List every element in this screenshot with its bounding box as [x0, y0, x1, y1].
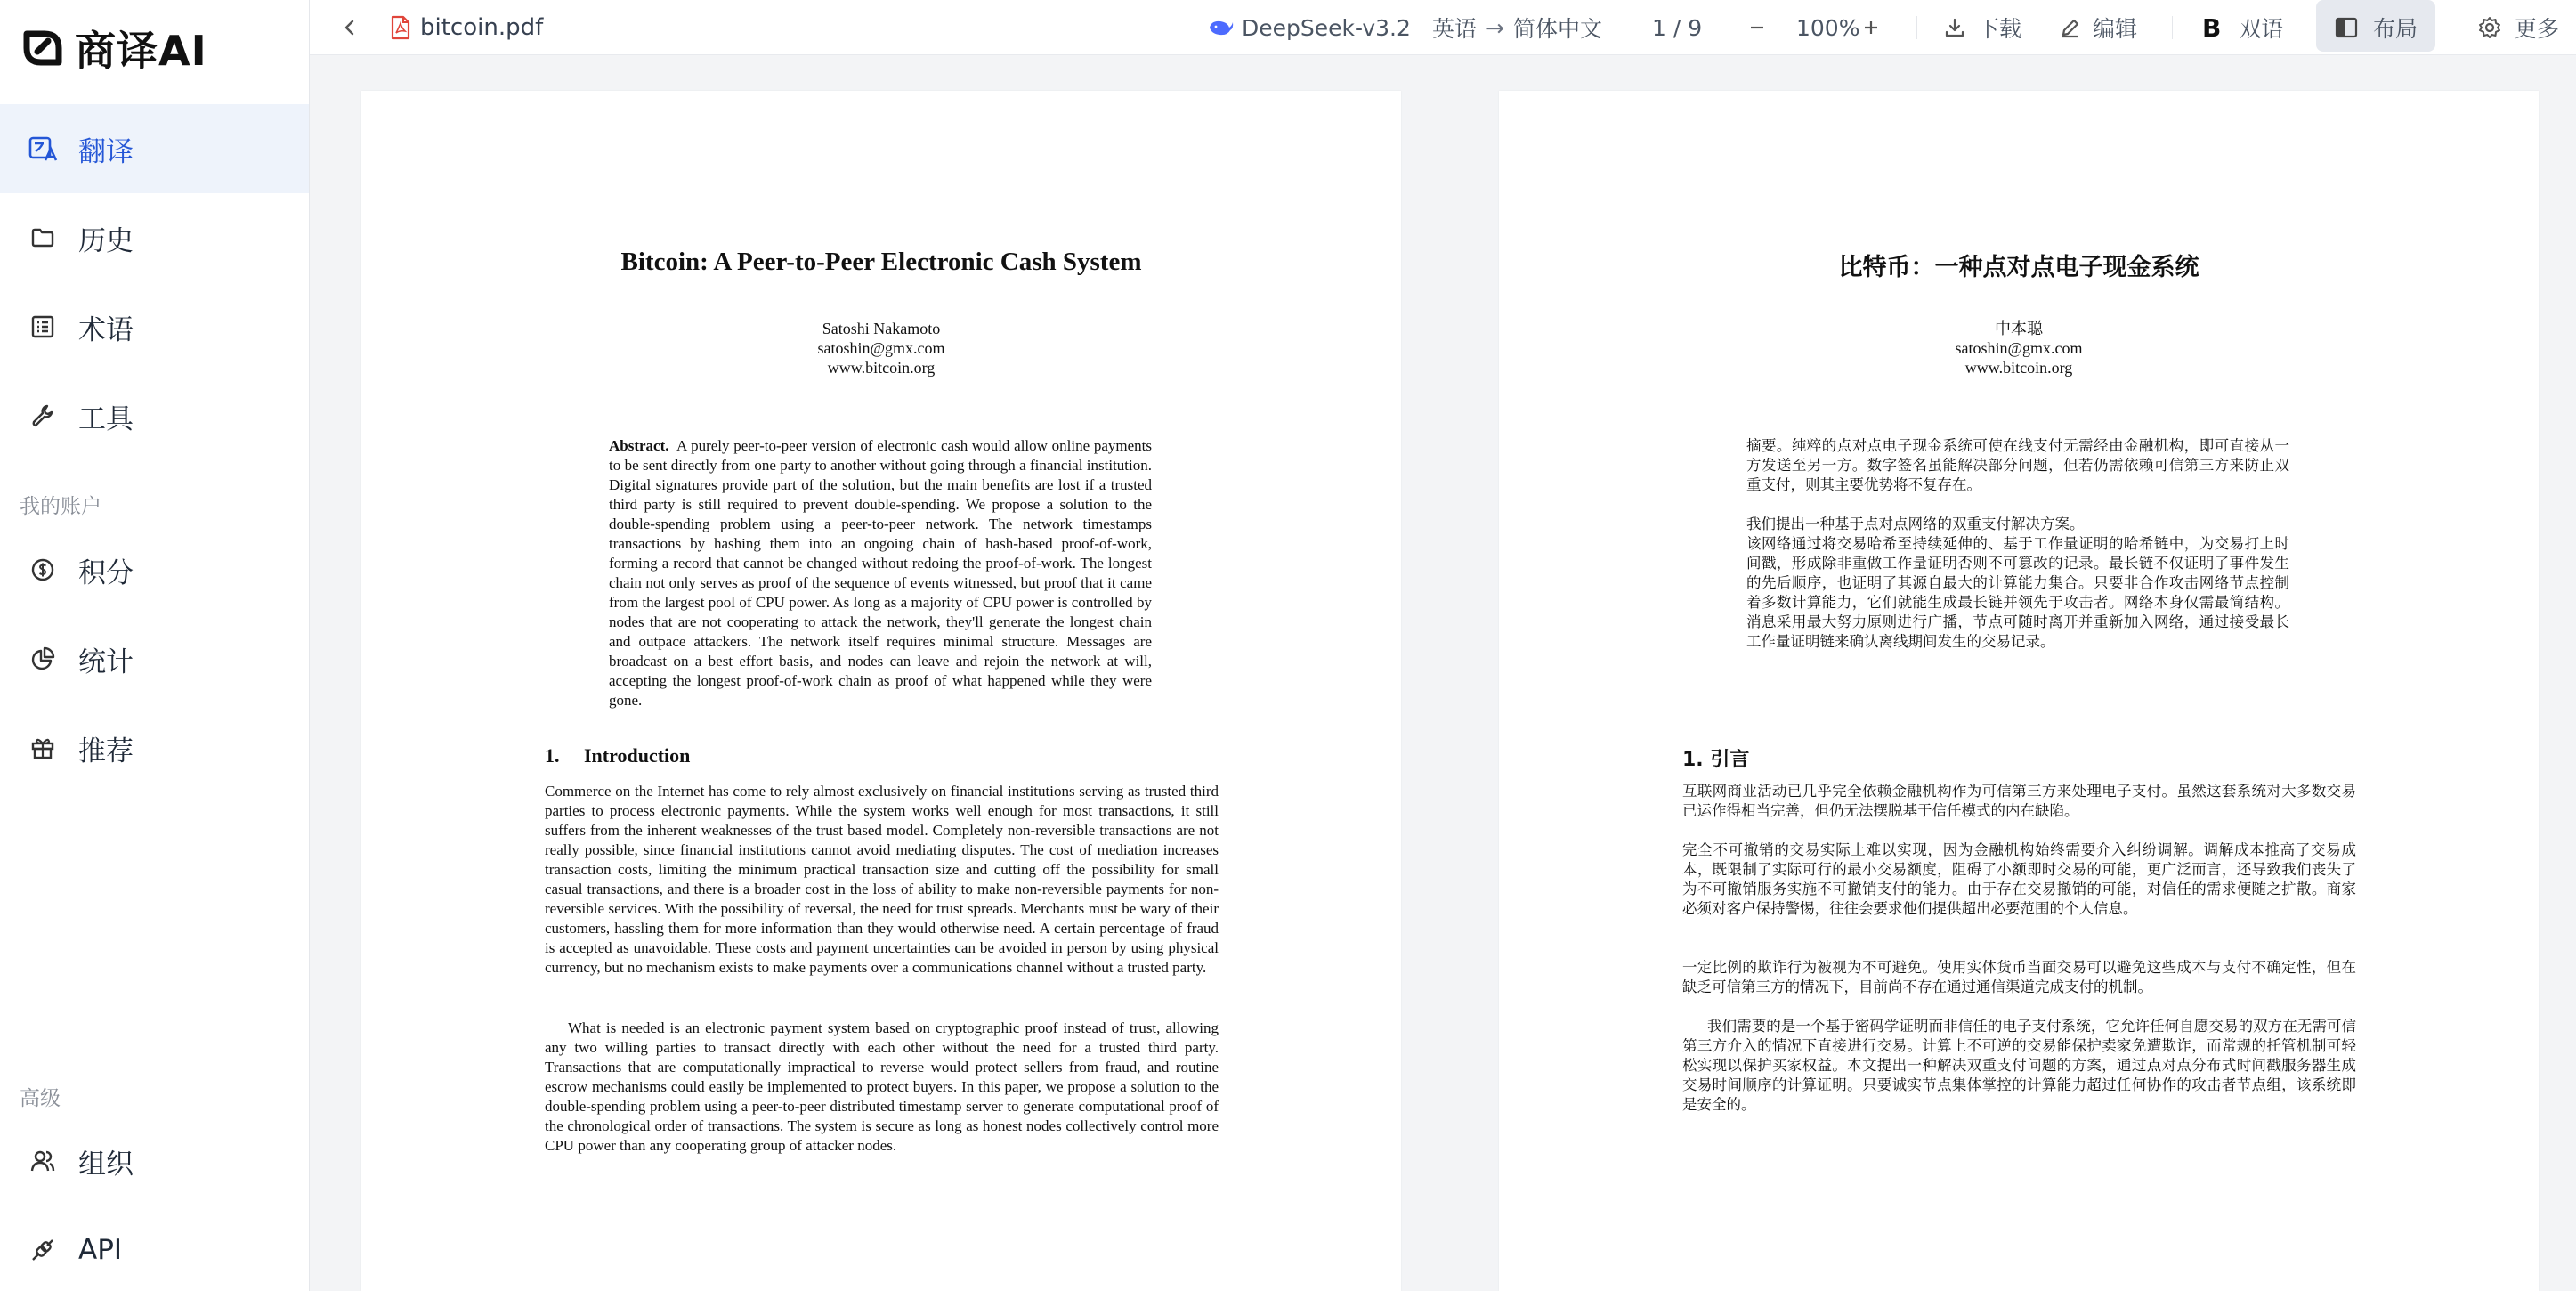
translate-icon [25, 131, 61, 166]
sidebar-item-history[interactable] [0, 193, 309, 282]
translated-email: satoshin@gmx.com [1955, 339, 2083, 357]
minus-icon [1746, 17, 1768, 38]
translated-abstract-2: 我们提出一种基于点对点网络的双重支付解决方案。 [1746, 516, 2085, 532]
section-title: Introduction [584, 744, 691, 767]
download-label: 下载 [1977, 16, 2022, 42]
sidebar-item-label: API [78, 1234, 123, 1266]
arrow-right-icon: → [1486, 14, 1504, 41]
sidebar-item-organization[interactable] [0, 1116, 309, 1206]
translated-section-heading: 1. 引言 [1682, 749, 1750, 771]
edit-button[interactable] [2059, 0, 2137, 55]
sidebar-item-label: 统计 [78, 646, 134, 678]
translated-paragraph-2: 完全不可撤销的交易实际上难以实现，因为金融机构始终需要介入纠纷调解。调解成本推高了交易成本，既限制了实际可行的最小交易额度，阻碍了小额即时交易的可能，更广泛而言，还导致我们丧失了为不可撤销服务实施不可撤销支付的能力。由于存在交易撤销的可能，对信任的需求便随之扩散。商家必须对客户保持警惕，往往会要求他们提供超出必要范围的个人信息。 [1682, 841, 2356, 917]
document-email: satoshin@gmx.com [817, 339, 945, 357]
target-language: 简体中文 [1512, 16, 1602, 42]
more-label: 更多 [2515, 16, 2560, 42]
coin-icon [25, 552, 61, 588]
sidebar-item-terms[interactable] [0, 282, 309, 371]
gear-icon [2477, 15, 2502, 40]
source-language: 英语 [1432, 16, 1478, 42]
sidebar-item-referral[interactable] [0, 703, 309, 792]
more-button[interactable] [2477, 0, 2559, 55]
edit-label: 编辑 [2093, 16, 2138, 42]
folder-icon [25, 220, 61, 256]
plus-icon [1860, 17, 1882, 38]
back-button[interactable] [340, 0, 360, 55]
sidebar-item-label: 工具 [78, 402, 134, 435]
download-button[interactable] [1943, 0, 2021, 55]
gift-icon [25, 730, 61, 766]
sidebar-item-label: 历史 [78, 224, 134, 257]
sidebar-item-label: 积分 [78, 556, 134, 589]
logo-text: 商译AI [75, 27, 207, 75]
section-heading [545, 744, 690, 767]
sidebar-item-label: 翻译 [78, 135, 134, 168]
sidebar-item-tools[interactable] [0, 371, 309, 460]
sidebar-item-api[interactable] [0, 1206, 309, 1291]
document-website: www.bitcoin.org [827, 359, 936, 377]
whale-icon [1208, 17, 1235, 38]
layout-label: 布局 [2373, 16, 2418, 42]
pie-chart-icon [25, 641, 61, 677]
section-label-account: 我的账户 [20, 495, 101, 518]
translated-author: 中本聪 [1995, 320, 2043, 337]
logo[interactable] [20, 21, 207, 75]
toolbar-divider [2172, 16, 2173, 39]
language-pair[interactable] [1432, 0, 1602, 55]
columns-icon [2334, 16, 2359, 39]
pencil-icon [2059, 16, 2082, 39]
sidebar [0, 0, 310, 1291]
abstract-label: Abstract. [609, 437, 669, 454]
translated-paragraph-1: 互联网商业活动已几乎完全依赖金融机构作为可信第三方来处理电子支付。虽然这套系统对大多数交易已运作得相当完善，但仍无法摆脱基于信任模式的内在缺陷。 [1682, 783, 2356, 819]
section-label-advanced: 高级 [20, 1087, 61, 1110]
document-title: Bitcoin: A Peer-to-Peer Electronic Cash System [620, 248, 1142, 276]
download-icon [1943, 16, 1966, 39]
translated-abstract-3: 该网络通过将交易哈希至持续延伸的、基于工作量证明的哈希链中，为交易打上时间戳，形成除非重做工作量证明否则不可篡改的记录。最长链不仅证明了事件发生的先后顺序，也证明了其源自最大的计算能力集合。只要非合作攻击网络节点控制着多数计算能力，它们就能生成最长链并领先于攻击者。网络本身仅需最简结构。消息采用最大努力原则进行广播，节点可随时离开并重新加入网络，通过接受最长工作量证明链来确认离线期间发生的交易记录。 [1746, 535, 2289, 650]
toolbar-divider [1916, 16, 1917, 39]
bilingual-button[interactable] [2202, 0, 2283, 55]
sidebar-item-label: 组织 [78, 1148, 134, 1181]
zoom-level: 100% [1796, 14, 1860, 41]
intro-paragraph-2: What is needed is an electronic payment system based on cryptographic proof instead of trust, allowing any two willing parties to transact directly with each other without the need for a trusted third party. Transactions that are computationally impractical to reverse would protect sellers from fraud, and routine escrow mechanisms could easily be implemented to protect buyers. In this paper, we propose a solution to the double-spending problem using a peer-to-peer distributed timestamp server to generate computational proof of the chronological order of transactions. The system is secure as long as honest nodes collectively control more CPU power than any cooperating group of attacker nodes. [545, 1019, 1219, 1154]
model-name: DeepSeek-v3.2 [1242, 14, 1411, 41]
users-icon [25, 1143, 61, 1179]
translated-abstract-1: 摘要。纯粹的点对点电子现金系统可使在线支付无需经由金融机构，即可直接从一方发送至另一方。数字签名虽能解决部分问题，但若仍需依赖可信第三方来防止双重支付，则其主要优势将不复存在。 [1746, 437, 2289, 493]
wrench-icon [25, 398, 61, 434]
translated-title: 比特币：一种点对点电子现金系统 [1838, 254, 2199, 281]
api-icon [25, 1232, 61, 1268]
file-name[interactable] [390, 0, 543, 55]
translated-document-page [1499, 91, 2539, 1291]
pdf-file-icon [390, 15, 411, 40]
list-icon [25, 309, 61, 345]
file-name-text: bitcoin.pdf [420, 14, 544, 41]
sidebar-item-translate[interactable] [0, 104, 309, 193]
original-document-page [361, 91, 1401, 1291]
bold-b-icon: B [2202, 12, 2222, 43]
zoom-in-button[interactable] [1860, 0, 1882, 55]
section-number: 1. [545, 744, 560, 767]
sidebar-item-label: 推荐 [78, 735, 134, 767]
sidebar-item-points[interactable] [0, 525, 309, 614]
abstract-text: A purely peer-to-peer version of electronic cash would allow online payments to be sent directly from one party to another without going through a financial institution. Digital signatures provide part of the solution, but the main benefits are lost if a trusted third party is still required to prevent double-spending. We propose a solution to the double-spending problem using a peer-to-peer network. The network timestamps transactions by hashing them into an ongoing chain of hash-based proof-of-work, forming a record that cannot be changed without redoing the proof-of-work. The longest chain not only serves as proof of the sequence of events witnessed, but proof that it came from the largest pool of CPU power. As long as a majority of CPU power is controlled by nodes that are not cooperating to attack the network, they'll generate the longest chain and outpace attackers. The network itself requires minimal structure. Messages are broadcast on a best effort basis, and nodes can leave and rejoin the network at will, accepting the longest proof-of-work chain as proof of what happened while they were gone. [609, 437, 1152, 709]
model-selector[interactable] [1208, 0, 1411, 55]
zoom-out-button[interactable] [1746, 0, 1768, 55]
sidebar-item-label: 术语 [78, 313, 134, 346]
page-indicator[interactable]: 1 / 9 [1652, 14, 1703, 41]
document-author: Satoshi Nakamoto [822, 320, 941, 337]
sidebar-item-stats[interactable] [0, 614, 309, 703]
translated-paragraph-4: 我们需要的是一个基于密码学证明而非信任的电子支付系统，它允许任何自愿交易的双方在无需可信第三方介入的情况下直接进行交易。计算上不可逆的交易能保护卖家免遭欺诈，而常规的托管机制可轻松实现以保护买家权益。本文提出一种解决双重支付问题的方案，通过点对点分布式时间戳服务器生成交易时间顺序的计算证明。只要诚实节点集体掌控的计算能力超过任何协作的攻击者节点组，该系统即是安全的。 [1682, 1018, 2356, 1113]
intro-paragraph-1: Commerce on the Internet has come to rely almost exclusively on financial institutions serving as trusted third parties to process electronic payments. While the system works well enough for most transactions, it still suffers from the inherent weaknesses of the trust based model. Completely non-reversible transactions are not really possible, since financial institutions cannot avoid mediating disputes. The cost of mediation increases transaction costs, limiting the minimum practical transaction size and cutting off the possibility for small casual transactions, and there is a broader cost in the loss of ability to make non-reversible payments for non-reversible services. With the possibility of reversal, the need for trust spreads. Merchants must be wary of their customers, hassling them for more information than they would otherwise need. A certain percentage of fraud is accepted as unavoidable. These costs and payment uncertainties can be avoided in person by using physical currency, but no mechanism exists to make payments over a communications channel without a trusted party. [545, 783, 1219, 976]
abstract-paragraph [609, 436, 1152, 710]
translated-website: www.bitcoin.org [1964, 359, 2073, 377]
chevron-left-icon [340, 18, 360, 37]
layout-button[interactable] [2334, 0, 2418, 55]
logo-mark-icon [20, 25, 66, 71]
translated-paragraph-3: 一定比例的欺诈行为被视为不可避免。使用实体货币当面交易可以避免这些成本与支付不确定性，但在缺乏可信第三方的情况下，目前尚不存在通过通信渠道完成支付的机制。 [1682, 959, 2356, 995]
bilingual-label: 双语 [2239, 16, 2284, 42]
